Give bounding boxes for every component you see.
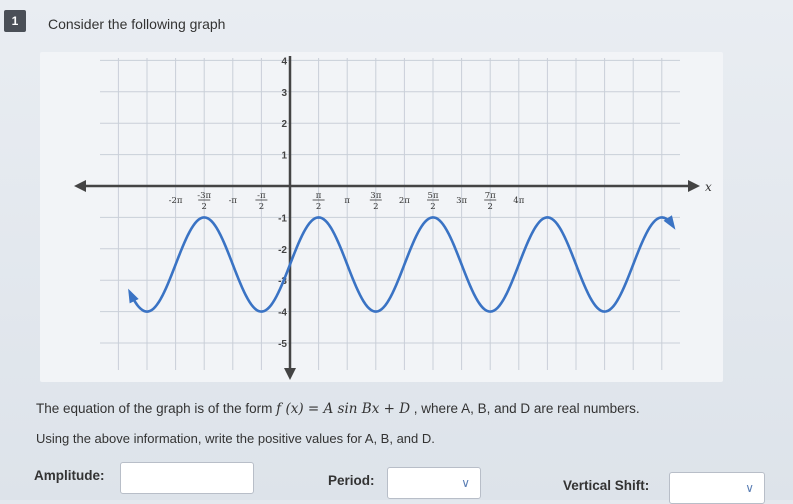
- vertical-shift-select[interactable]: [669, 472, 765, 504]
- x-tick-denominator: 2: [373, 202, 379, 212]
- x-tick-label: 7π: [484, 191, 496, 201]
- x-tick-label: -2π: [168, 196, 183, 206]
- x-tick-denominator: 2: [487, 202, 493, 212]
- x-tick-label: π: [315, 191, 322, 201]
- y-axis-arrow-down: [284, 368, 296, 380]
- question-prompt: Consider the following graph: [48, 16, 226, 32]
- x-tick-label: 2π: [398, 196, 410, 206]
- x-tick-denominator: 2: [201, 202, 207, 212]
- y-tick-label: 2: [281, 119, 287, 131]
- equation-formula: f (x) = A sin Bx + D: [276, 401, 411, 417]
- y-tick-label: -4: [278, 307, 287, 319]
- x-axis-label: x: [705, 180, 712, 194]
- x-tick-denominator: 2: [430, 202, 436, 212]
- graph-panel: [40, 52, 723, 382]
- chevron-down-icon: ∨: [461, 476, 470, 490]
- amplitude-label: Amplitude:: [34, 468, 105, 483]
- equation-prefix: The equation of the graph is of the form: [36, 401, 273, 416]
- vertical-shift-label: Vertical Shift:: [563, 478, 650, 493]
- amplitude-input[interactable]: [120, 462, 254, 494]
- instructions: Using the above information, write the positive values for A, B, and D.: [36, 431, 435, 446]
- x-tick-label: 3π: [370, 191, 382, 201]
- period-label: Period:: [328, 473, 375, 488]
- y-tick-label: 4: [281, 56, 287, 68]
- equation-statement: [36, 401, 640, 417]
- x-tick-denominator: 2: [315, 202, 322, 212]
- chevron-down-icon: ∨: [745, 481, 754, 495]
- period-select[interactable]: [387, 467, 481, 499]
- x-axis-arrow-left: [74, 180, 86, 192]
- x-axis-arrow-right: [688, 180, 700, 192]
- x-tick-denominator: 2: [258, 202, 265, 212]
- y-tick-label: -1: [278, 213, 287, 225]
- question-number: 1: [4, 10, 26, 32]
- sine-graph: [40, 52, 723, 382]
- x-tick-label: π: [344, 196, 350, 206]
- y-tick-label: -3: [278, 276, 287, 288]
- sine-curve: [130, 217, 673, 311]
- x-tick-label: -π: [228, 196, 238, 206]
- x-tick-label: -3π: [197, 191, 212, 201]
- x-tick-label: 3π: [456, 196, 468, 206]
- x-tick-label: 5π: [427, 191, 439, 201]
- y-tick-label: -5: [278, 339, 287, 350]
- y-tick-label: -2: [278, 244, 287, 256]
- x-tick-label: 4π: [513, 196, 525, 206]
- equation-suffix: , where A, B, and D are real numbers.: [413, 401, 640, 416]
- curve-arrow: [128, 289, 139, 304]
- y-tick-label: 1: [281, 150, 287, 162]
- y-tick-label: 3: [281, 87, 287, 99]
- x-tick-label: -π: [257, 191, 266, 201]
